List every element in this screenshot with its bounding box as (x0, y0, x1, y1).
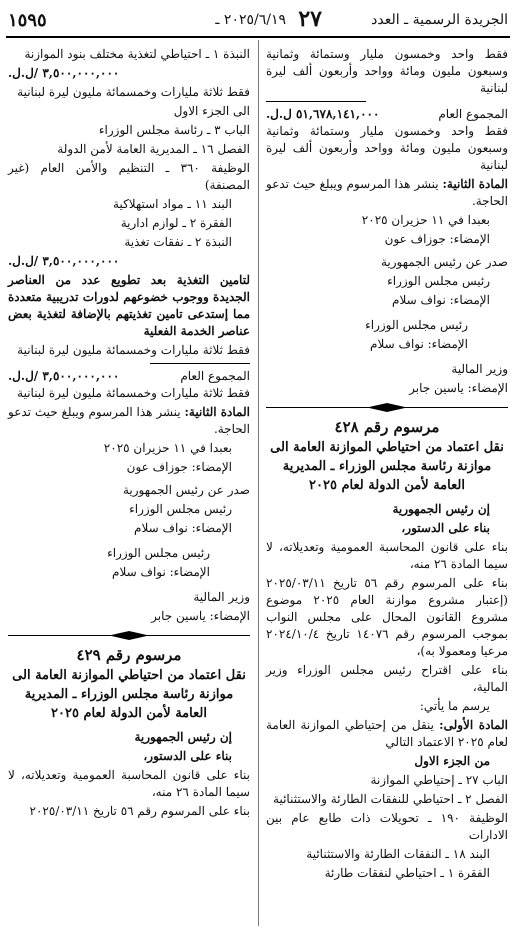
basis-3: بناء على اقتراح رئيس مجلس الوزراء وزير المالية، (266, 663, 508, 694)
total-row (266, 106, 508, 123)
article-one-label: المادة الأولى: (439, 718, 508, 732)
pm-title: رئيس مجلس الوزراء (387, 274, 490, 288)
article-two-label: المادة الثانية: (442, 177, 508, 191)
article-one (266, 717, 508, 751)
subitem-1: النبذة ١ ـ احتياطي لتغذية مختلف بنود الموازنة (24, 47, 250, 61)
article-two-text: ينشر هذا المرسوم ويبلغ حيث تدعو الحاجة. (266, 177, 508, 208)
item-18: البند ١٨ ـ النفقات الطارئة والاستثنائية (306, 847, 490, 861)
article-one-text: ينقل من إحتياطي الموازنة العامة لعام ٢٠٢٥ الاعتماد التالي (266, 718, 508, 749)
paragraph-2: الفقرة ٢ ـ لوازم ادارية (120, 216, 232, 230)
gazette-title: الجريدة الرسمية ـ العدد (371, 12, 508, 28)
date-line: بعبدا في ١١ حزيران ٢٠٢٥ (361, 213, 490, 227)
paragraph-1: الفقرة ١ ـ احتياطي لنفقات طارئة (324, 866, 490, 880)
pm-title-2: رئيس مجلس الوزراء (365, 318, 468, 332)
article-two-text: ينشر هذا المرسوم ويبلغ حيث تدعو الحاجة. (8, 405, 250, 436)
constitution-line: بناء على الدستور، (401, 521, 490, 535)
basis-2: بناء على المرسوم رقم ٥٦ تاريخ ٢٠٢٥/٠٣/١١ (29, 804, 250, 818)
finance-minister-title: وزير المالية (451, 362, 508, 376)
section-separator (8, 631, 250, 641)
decree-subtitle: نقل اعتماد من احتياطي الموازنة العامة الى موازنة رئاسة مجلس الوزراء ـ المديرية العامة لأمن الدولة لعام ٢٠٢٥ (270, 440, 504, 493)
article-two (266, 176, 508, 210)
president-signature: الإمضاء: جوزاف عون (384, 232, 490, 246)
basis-1: بناء على قانون المحاسبة العمومية وتعديلاته، لا سيما المادة ٢٦ منه، (8, 768, 250, 799)
decrees-line: يرسم ما يأتي: (419, 699, 490, 713)
issue-date: ٢٠٢٥/٦/١٩ ـ (215, 12, 286, 28)
finance-minister-signature: الإمضاء: ياسين جابر (151, 609, 250, 623)
basis-1: بناء على قانون المحاسبة العمومية وتعديلاته، لا سيما المادة ٢٦ منه، (266, 540, 508, 571)
header-rule (6, 36, 510, 38)
date-line: بعبدا في ١١ حزيران ٢٠٢٥ (103, 441, 232, 455)
function-190: الوظيفة ١٩٠ ـ تحويلات ذات طابع عام بين الادارات (266, 811, 508, 842)
pm-signature: الإمضاء: نواف سلام (392, 293, 490, 307)
section-16: الفصل ١٦ ـ المديرية العامة لأمن الدولة (57, 142, 250, 156)
issue-number: ٢٧ (298, 6, 322, 32)
constitution-line: بناء على الدستور، (143, 749, 232, 763)
article-two (8, 404, 250, 438)
finance-minister-title: وزير المالية (193, 590, 250, 604)
issued-by: صدر عن رئيس الجمهورية (122, 483, 250, 497)
total-label: المجموع العام (180, 369, 250, 383)
to-part-one: الى الجزء الاول (173, 104, 250, 118)
function-360: الوظيفة ٣٦٠ ـ التنظيم والأمن العام (غير المصنفة) (8, 161, 250, 192)
pm-title-2: رئيس مجلس الوزراء (107, 546, 210, 560)
right-column (266, 46, 508, 884)
subitem-2: النبذة ٢ ـ نفقات تغذية (124, 235, 232, 249)
decree-subtitle: نقل اعتماد من احتياطي الموازنة العامة الى موازنة رئاسة مجلس الوزراء ـ المديرية العامة لأمن الدولة لعام ٢٠٢٥ (12, 668, 246, 721)
pm-signature-2: الإمضاء: نواف سلام (112, 565, 210, 579)
president-heading: إن رئيس الجمهورية (392, 502, 490, 516)
total-row (8, 368, 250, 385)
separator-ornament (367, 403, 407, 412)
total-rule (150, 363, 250, 364)
issued-by: صدر عن رئيس الجمهورية (380, 255, 508, 269)
amount-2: ٣,٥٠٠,٠٠٠,٠٠٠ /ل.ل. (8, 254, 120, 268)
amount-in-words: فقط واحد وخمسون مليار وستمائة وثمانية وسبعون مليون ومائة وواحد وأربعون ألف ليرة لبنانية (266, 47, 508, 95)
total-in-words: فقط ثلاثة مليارات وخمسمائة مليون ليرة لبنانية (17, 386, 250, 400)
from-part-one: من الجزء الاول (414, 754, 490, 768)
amount-2-words: فقط ثلاثة مليارات وخمسمائة مليون ليرة لبنانية (17, 343, 250, 357)
total-rule (266, 101, 366, 102)
chapter-27: الباب ٢٧ ـ إحتياطي الموازنة (370, 773, 508, 787)
pm-title: رئيس مجلس الوزراء (129, 502, 232, 516)
total-amount: ٣,٥٠٠,٠٠٠,٠٠٠ /ل.ل. (8, 369, 120, 383)
basis-2: بناء على المرسوم رقم ٥٦ تاريخ ٢٠٢٥/٠٣/١١ (إعتبار مشروع موازنة العام ٢٠٢٥ موضوع مشروع القانون المحال على مجلس النواب بموجب المرسوم رقم ١٤٠٧٦ تاريخ ٢٠٢٤/١٠/٤ مرعيا ومعمولا به)، (266, 576, 508, 658)
column-divider (258, 40, 259, 926)
justification-paragraph: لتامين التغذية بعد تطويع عدد من العناصر الجديدة ووجوب خضوعهم لدورات تدريبية متعددة مما إستدعى تامين تغذيتهم بالإضافة لتغذية بعض عناصر الخدمة الفعلية (8, 273, 250, 338)
total-in-words: فقط واحد وخمسون مليار وستمائة وثمانية وسبعون مليون ومائة وواحد وأربعون ألف ليرة لبنانية (266, 124, 508, 172)
pm-signature: الإمضاء: نواف سلام (134, 521, 232, 535)
president-heading: إن رئيس الجمهورية (134, 730, 232, 744)
left-column (8, 46, 250, 822)
page-number: ١٥٩٥ (8, 10, 47, 31)
chapter-3: الباب ٣ ـ رئاسة مجلس الوزراء (98, 123, 250, 137)
section-separator (266, 403, 508, 413)
separator-ornament (109, 631, 149, 640)
president-signature: الإمضاء: جوزاف عون (126, 460, 232, 474)
decree-title: مرسوم رقم ٤٢٩ (76, 646, 182, 664)
article-two-label: المادة الثانية: (184, 405, 250, 419)
amount-1: ٣,٥٠٠,٠٠٠,٠٠٠ /ل.ل. (8, 66, 120, 80)
total-label: المجموع العام (438, 107, 508, 121)
item-11: البند ١١ ـ مواد استهلاكية (113, 197, 232, 211)
pm-signature-2: الإمضاء: نواف سلام (370, 337, 468, 351)
total-amount: ٥١,٦٧٨,١٤١,٠٠٠ ل.ل. (266, 107, 380, 121)
amount-1-words: فقط ثلاثة مليارات وخمسمائة مليون ليرة لبنانية (17, 85, 250, 99)
section-2: الفصل ٢ ـ احتياطي للنفقات الطارئة والاستثنائية (273, 792, 508, 806)
finance-minister-signature: الإمضاء: ياسين جابر (409, 381, 508, 395)
decree-title: مرسوم رقم ٤٢٨ (334, 418, 440, 436)
page-header (8, 6, 508, 36)
